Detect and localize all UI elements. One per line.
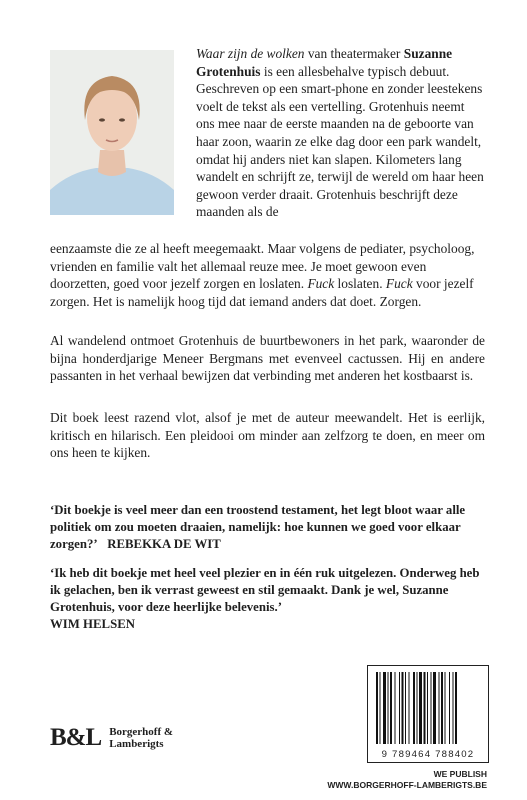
publisher-info — [327, 769, 487, 791]
barcode-bar — [424, 672, 426, 744]
blurb-paragraph-3: Dit boek leest razend vlot, alsof je met de auteur meewandelt. Het is eerlijk, kritisch en hilarisch. Een pleidooi om minder aan zelfzorg te doen, en meer om ons heen te kijken. — [50, 410, 485, 461]
quote-1 — [50, 502, 485, 553]
barcode-bar — [417, 672, 418, 744]
author-name: Suzanne Grotenhuis — [196, 46, 453, 79]
barcode-bar — [441, 672, 443, 744]
blurb-paragraph-1-continued: eenzaamste die ze al heeft meegemaakt. Maar volgens de pediater, psycholoog, vrienden en familie valt het allemaal reuze mee. Je moet gewoon even doorzetten, goed voor jezelf zorgen en loslaten. Fuck loslaten. Fuck voor jezelf zorgen. Het is namelijk hoog tijd dat iemand anders dat doet. Zorgen. — [50, 241, 475, 309]
barcode-bar — [405, 672, 406, 744]
isbn-number: 9 789464 788402 — [381, 749, 475, 760]
publisher-logo — [50, 724, 173, 752]
quote-author: REBEKKA DE WIT — [107, 537, 221, 551]
barcode-bar — [439, 672, 440, 744]
blurb-paragraph-2: Al wandelend ontmoet Grotenhuis de buurtbewoners in het park, waaronder de bijna honderdjarige Meneer Bergmans met evenveel cactussen. Hij en andere passanten in het verhaal bewijzen dat verbinding met anderen het kostbaarst is. — [50, 333, 485, 384]
barcode-bar — [395, 672, 396, 744]
barcode-bars — [374, 672, 482, 744]
quote-text: ‘Ik heb dit boekje met heel veel plezier en in één ruk uitgelezen. Onderweg heb ik gelachen, ben ik verrast geweest en stil gemaakt. Dank je wel, Suzanne Grotenhuis, voor deze heerlijke belevenis.’ — [50, 566, 480, 614]
barcode-bar — [383, 672, 386, 744]
barcode-bar — [390, 672, 392, 744]
barcode-bar — [402, 672, 404, 744]
barcode-bar — [431, 672, 432, 744]
intro-text: van theatermaker — [304, 46, 404, 61]
logo-mark: B&L — [50, 724, 102, 751]
quote-author: WIM HELSEN — [50, 617, 135, 631]
barcode-bar — [399, 672, 400, 744]
quote-text: ‘Dit boekje is veel meer dan een troostend testament, het legt bloot waar alle politiek om zou moeten draaien, namelijk: hoe kunnen we goed voor elkaar zorgen?’ — [50, 503, 466, 551]
author-photo — [50, 50, 174, 215]
emphasis-fuck: Fuck — [385, 276, 413, 292]
barcode-bar — [413, 672, 415, 744]
barcode — [367, 665, 489, 763]
publisher-tagline: WE PUBLISH — [433, 769, 487, 779]
barcode-bar — [409, 672, 410, 744]
barcode-bar — [455, 672, 457, 744]
intro-rest: is een allesbehalve typisch debuut. Geschreven op een smart-phone en zonder leestekens voelt de tekst als een vertelling. Grotenhuis neemt ons mee naar de eerste maanden na de geboorte van haar zoon, waarin ze elke dag door een park wandelt, omdat hij anders niet kan slapen. Kilometers lang wandelt en schrijft ze, terwijl de wereld om haar heen gewoon verder draait. Grotenhuis beschrijft deze maanden als de — [196, 63, 484, 220]
publisher-name: Borgerhoff & Lamberigts — [109, 726, 174, 750]
barcode-bar — [388, 672, 389, 744]
quote-2 — [50, 565, 485, 633]
barcode-bar — [453, 672, 454, 744]
barcode-bar — [380, 672, 381, 744]
barcode-bar — [376, 672, 378, 744]
barcode-bar — [419, 672, 422, 744]
book-title: Waar zijn de wolken — [196, 46, 305, 61]
barcode-bar — [449, 672, 450, 744]
blurb-intro — [196, 45, 486, 221]
barcode-bar — [445, 672, 446, 744]
publisher-website: WWW.BORGERHOFF-LAMBERIGTS.BE — [327, 780, 487, 790]
emphasis-fuck: Fuck — [307, 276, 335, 292]
barcode-bar — [427, 672, 428, 744]
barcode-bar — [433, 672, 436, 744]
